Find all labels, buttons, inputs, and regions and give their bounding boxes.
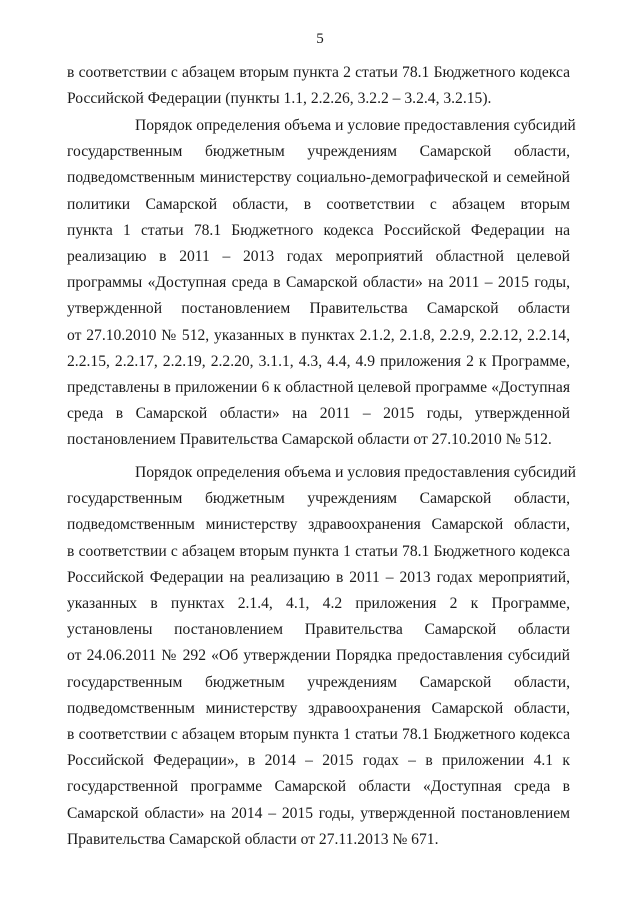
text-line: указанных в пунктах 2.1.4, 4.1, 4.2 приложения 2 к Программе, — [67, 595, 570, 613]
text-line: Российской Федерации (пункты 1.1, 2.2.26, 3.2.2 – 3.2.4, 3.2.15). — [67, 90, 492, 108]
text-line: политики Самарской области, в соответствии с абзацем вторым — [67, 195, 570, 213]
text-line: государственным бюджетным учреждениям Самарской области, — [67, 673, 570, 691]
text-line: в соответствии с абзацем вторым пункта 1 статьи 78.1 Бюджетного кодекса — [67, 726, 570, 744]
text-line: от 24.06.2011 № 292 «Об утверждении Порядка предоставления субсидий — [67, 647, 570, 665]
text-line: Российской Федерации», в 2014 – 2015 годах – в приложении 4.1 к — [67, 752, 570, 770]
text-line: среда в Самарской области» на 2011 – 2015 годы, утвержденной — [67, 405, 570, 423]
text-line: 2.2.15, 2.2.17, 2.2.19, 2.2.20, 3.1.1, 4.3, 4.4, 4.9 приложения 2 к Программе, — [67, 352, 570, 370]
text-line: пункта 1 статьи 78.1 Бюджетного кодекса Российской Федерации на — [67, 221, 570, 239]
text-line: в соответствии с абзацем вторым пункта 2 статьи 78.1 Бюджетного кодекса — [67, 64, 570, 81]
paragraph-continuation — [67, 60, 570, 112]
page-number: 5 — [316, 31, 324, 47]
text-line: реализацию в 2011 – 2013 годах мероприятий областной целевой — [67, 248, 570, 266]
text-line: от 27.10.2010 № 512, указанных в пунктах 2.1.2, 2.1.8, 2.2.9, 2.2.12, 2.2.14, — [67, 326, 570, 344]
text-line: в соответствии с абзацем вторым пункта 1 статьи 78.1 Бюджетного кодекса — [67, 542, 570, 560]
text-line: государственным бюджетным учреждениям Самарской области, — [67, 490, 570, 508]
text-line: Правительства Самарской области от 27.11.2013 № 671. — [67, 830, 439, 848]
text-line: Самарской области» на 2014 – 2015 годы, утвержденной постановлением — [67, 804, 570, 822]
paragraph-social-demographic — [67, 113, 576, 454]
text-line: Порядок определения объема и условие предоставления субсидий — [135, 117, 576, 134]
text-line: Порядок определения объема и условия предоставления субсидий — [135, 464, 577, 481]
text-line: подведомственным министерству социально-демографической и семейной — [67, 169, 570, 187]
text-line: постановлением Правительства Самарской области от 27.10.2010 № 512. — [67, 431, 552, 449]
text-line: представлены в приложении 6 к областной целевой программе «Доступная — [67, 379, 570, 397]
paragraph-healthcare — [67, 460, 577, 853]
text-line: Российской Федерации на реализацию в 2011 – 2013 годах мероприятий, — [67, 568, 570, 586]
text-line: утвержденной постановлением Правительства Самарской области — [67, 300, 570, 318]
text-line: установлены постановлением Правительства Самарской области — [67, 621, 570, 639]
text-line: подведомственным министерству здравоохранения Самарской области, — [67, 516, 570, 534]
text-line: программы «Доступная среда в Самарской области» на 2011 – 2015 годы, — [67, 274, 570, 292]
text-line: подведомственным министерству здравоохранения Самарской области, — [67, 699, 570, 717]
text-line: государственной программе Самарской области «Доступная среда в — [67, 778, 570, 796]
text-line: государственным бюджетным учреждениям Самарской области, — [67, 143, 570, 161]
